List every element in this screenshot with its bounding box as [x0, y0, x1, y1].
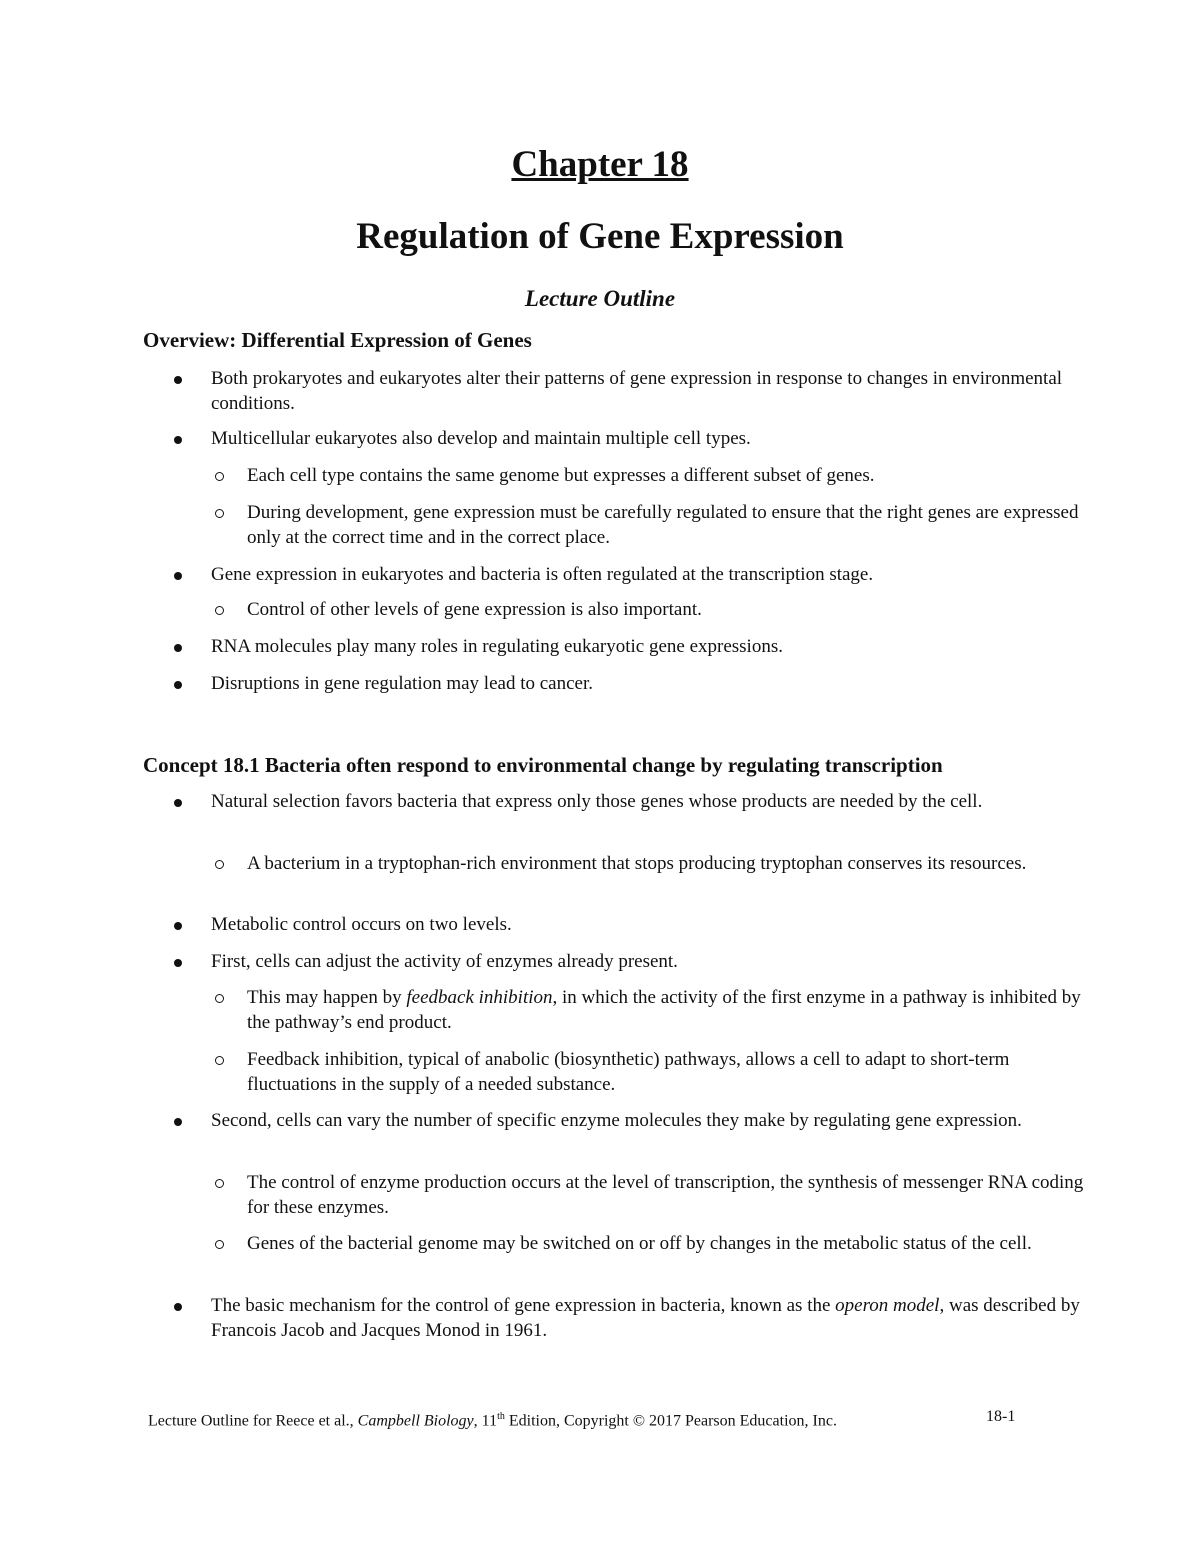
list-item-text: Natural selection favors bacteria that express only those genes whose products are needed by the cell.: [211, 791, 983, 812]
list-item-text-post: , was described by Francois Jacob and Jacques Monod in 1961.: [211, 1295, 1080, 1341]
sub-list-item: [247, 1048, 1087, 1097]
chapter-number: Chapter 18: [511, 144, 689, 185]
list-item: [211, 563, 1091, 588]
hollow-bullet-icon: [215, 1056, 224, 1065]
list-item-text: Disruptions in gene regulation may lead to cancer.: [211, 673, 593, 694]
bullet-icon: [174, 922, 182, 930]
list-item-text: First, cells can adjust the activity of enzymes already present.: [211, 951, 678, 972]
list-item: [211, 1109, 1091, 1134]
bullet-icon: [174, 436, 182, 444]
list-item: [211, 950, 1091, 975]
sub-list-item: [247, 464, 1087, 489]
hollow-bullet-icon: [215, 606, 224, 615]
hollow-bullet-icon: [215, 1179, 224, 1188]
list-item: [211, 1294, 1091, 1343]
sub-list-item-text: Feedback inhibition, typical of anabolic (biosynthetic) pathways, allows a cell to adapt to short-term fluctuations in the supply of a needed substance.: [247, 1049, 1010, 1095]
sub-list-item-text: During development, gene expression must be carefully regulated to ensure that the right genes are expressed only at the correct time and in the correct place.: [247, 502, 1079, 548]
hollow-bullet-icon: [215, 509, 224, 518]
list-item-text: Multicellular eukaryotes also develop and maintain multiple cell types.: [211, 428, 751, 449]
sub-list-item: [247, 501, 1087, 550]
bullet-icon: [174, 681, 182, 689]
footer-text-pre: Lecture Outline for Reece et al.,: [148, 1412, 358, 1430]
bullet-icon: [174, 959, 182, 967]
footer-superscript: th: [497, 1411, 505, 1422]
bullet-icon: [174, 1303, 182, 1311]
sub-list-item-text-pre: This may happen by: [247, 987, 407, 1008]
page-footer: [148, 1407, 1028, 1431]
sub-list-item-text: The control of enzyme production occurs at the level of transcription, the synthesis of messenger RNA coding for these enzymes.: [247, 1172, 1084, 1218]
list-item: [211, 672, 1091, 697]
sub-list-item-text: Control of other levels of gene expression is also important.: [247, 599, 702, 620]
hollow-bullet-icon: [215, 472, 224, 481]
list-item-text-pre: The basic mechanism for the control of gene expression in bacteria, known as the: [211, 1295, 836, 1316]
bullet-icon: [174, 376, 182, 384]
sub-list-item: [247, 1171, 1087, 1220]
list-item-text: Metabolic control occurs on two levels.: [211, 914, 512, 935]
sub-list-item-text: Each cell type contains the same genome but expresses a different subset of genes.: [247, 465, 875, 486]
sub-list-item-text: Genes of the bacterial genome may be switched on or off by changes in the metabolic status of the cell.: [247, 1233, 1032, 1254]
hollow-bullet-icon: [215, 860, 224, 869]
sub-list-item: [247, 852, 1087, 877]
list-item: [211, 635, 1091, 660]
list-item-text: RNA molecules play many roles in regulating eukaryotic gene expressions.: [211, 636, 783, 657]
list-item-text: Second, cells can vary the number of specific enzyme molecules they make by regulating gene expression.: [211, 1110, 1022, 1131]
bullet-icon: [174, 644, 182, 652]
sub-list-item: [247, 986, 1087, 1035]
chapter-title: Regulation of Gene Expression: [356, 216, 844, 257]
sub-list-item-text-post: , in which the activity of the first enzyme in a pathway is inhibited by the pathway’s end product.: [247, 987, 1081, 1033]
bullet-icon: [174, 572, 182, 580]
overview-heading: Overview: Differential Expression of Genes: [143, 328, 532, 352]
bullet-icon: [174, 1118, 182, 1126]
book-title: Campbell Biology: [357, 1412, 474, 1430]
list-item: [211, 427, 1091, 452]
sub-list-item: [247, 598, 1087, 623]
list-item-text: Gene expression in eukaryotes and bacteria is often regulated at the transcription stage.: [211, 564, 874, 585]
list-item: [211, 913, 1091, 938]
concept-heading: Concept 18.1 Bacteria often respond to environmental change by regulating transcription: [143, 753, 943, 777]
hollow-bullet-icon: [215, 1240, 224, 1249]
list-item-text: Both prokaryotes and eukaryotes alter their patterns of gene expression in response to changes in environmental conditions.: [211, 368, 1063, 414]
sub-list-item: [247, 1232, 1087, 1257]
key-term: feedback inhibition: [406, 987, 553, 1008]
lecture-outline-subtitle: Lecture Outline: [524, 286, 676, 311]
hollow-bullet-icon: [215, 994, 224, 1003]
footer-text-edition: , 11: [473, 1412, 498, 1430]
page-number: 18-1: [986, 1408, 1016, 1425]
list-item: [211, 790, 1091, 815]
bullet-icon: [174, 799, 182, 807]
sub-list-item-text: A bacterium in a tryptophan-rich environment that stops producing tryptophan conserves its resources.: [247, 853, 1027, 874]
footer-text-post: Edition, Copyright © 2017 Pearson Education, Inc.: [504, 1412, 837, 1430]
list-item: [211, 367, 1091, 416]
key-term: operon model: [835, 1295, 940, 1316]
